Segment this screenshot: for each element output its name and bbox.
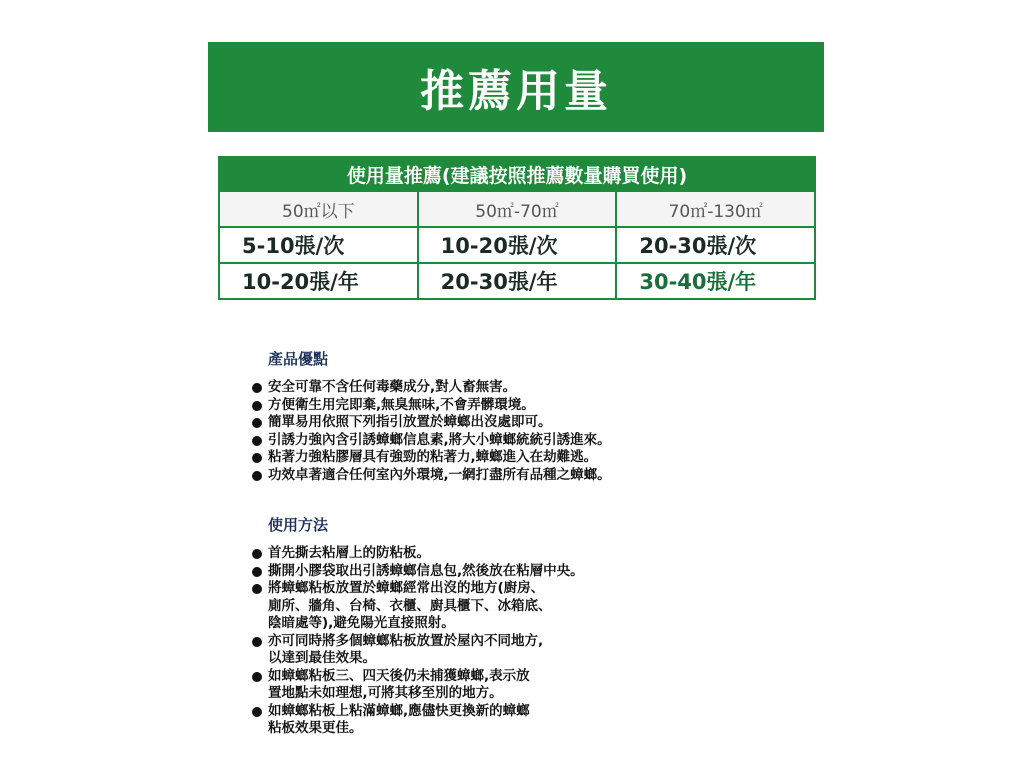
feature-item: 粘著力強粘膠層具有強勁的粘著力,蟑螂進入在劫難逃。 [252,449,772,467]
per-year-cell: 30-40張/年 [617,262,814,298]
feature-item: 安全可靠不含任何毒藥成分,對人畜無害。 [252,379,772,397]
bullet-icon [252,401,262,411]
per-use-row [220,226,814,262]
bullet-icon [252,436,262,446]
feature-item: 簡單易用依照下列指引放置於蟑螂出沒處即可。 [252,414,772,432]
usage-list [252,545,772,738]
area-row [220,190,814,226]
area-cell: 50㎡以下 [220,190,419,226]
title-banner [208,42,824,132]
bullet-icon [252,453,262,463]
bullet-icon [252,549,262,559]
feature-item: 功效卓著適合任何室內外環境,一網打盡所有品種之蟑螂。 [252,467,772,485]
area-cell: 70㎡-130㎡ [617,190,814,226]
bullet-icon [252,672,262,682]
features-title: 產品優點 [268,350,329,368]
bullet-icon [252,637,262,647]
table-header: 使用量推薦(建議按照推薦數量購買使用) [220,158,814,190]
per-year-cell: 10-20張/年 [220,262,419,298]
usage-step: 如蟑螂粘板三、四天後仍未捕獲蟑螂,表示放 置地點未如理想,可將其移至別的地方。 [252,668,772,703]
bullet-icon [252,584,262,594]
bullet-icon [252,707,262,717]
area-cell: 50㎡-70㎡ [419,190,618,226]
bullet-icon [252,567,262,577]
per-use-cell: 20-30張/次 [617,226,814,262]
per-year-cell: 20-30張/年 [419,262,618,298]
features-list [252,379,772,484]
per-year-row [220,262,814,298]
usage-section [252,514,772,738]
per-use-cell: 5-10張/次 [220,226,419,262]
usage-table [218,156,816,300]
feature-item: 引誘力強內含引誘蟑螂信息素,將大小蟑螂統統引誘進來。 [252,432,772,450]
usage-step: 如蟑螂粘板上粘滿蟑螂,應儘快更換新的蟑螂 粘板效果更佳。 [252,703,772,738]
usage-step: 撕開小膠袋取出引誘蟑螂信息包,然後放在粘層中央。 [252,563,772,581]
features-section [252,348,772,484]
usage-step: 亦可同時將多個蟑螂粘板放置於屋內不同地方, 以達到最佳效果。 [252,633,772,668]
page-title: 推薦用量 [420,66,612,117]
bullet-icon [252,471,262,481]
bullet-icon [252,383,262,393]
usage-step: 首先撕去粘層上的防粘板。 [252,545,772,563]
feature-item: 方便衛生用完即棄,無臭無味,不會弄髒環境。 [252,397,772,415]
per-use-cell: 10-20張/次 [419,226,618,262]
bullet-icon [252,418,262,428]
usage-title: 使用方法 [268,516,329,534]
usage-step: 將蟑螂粘板放置於蟑螂經常出沒的地方(廚房、 廁所、牆角、台椅、衣櫃、廚具櫃下、冰箱底、 陰暗處等),避免陽光直接照射。 [252,580,772,633]
